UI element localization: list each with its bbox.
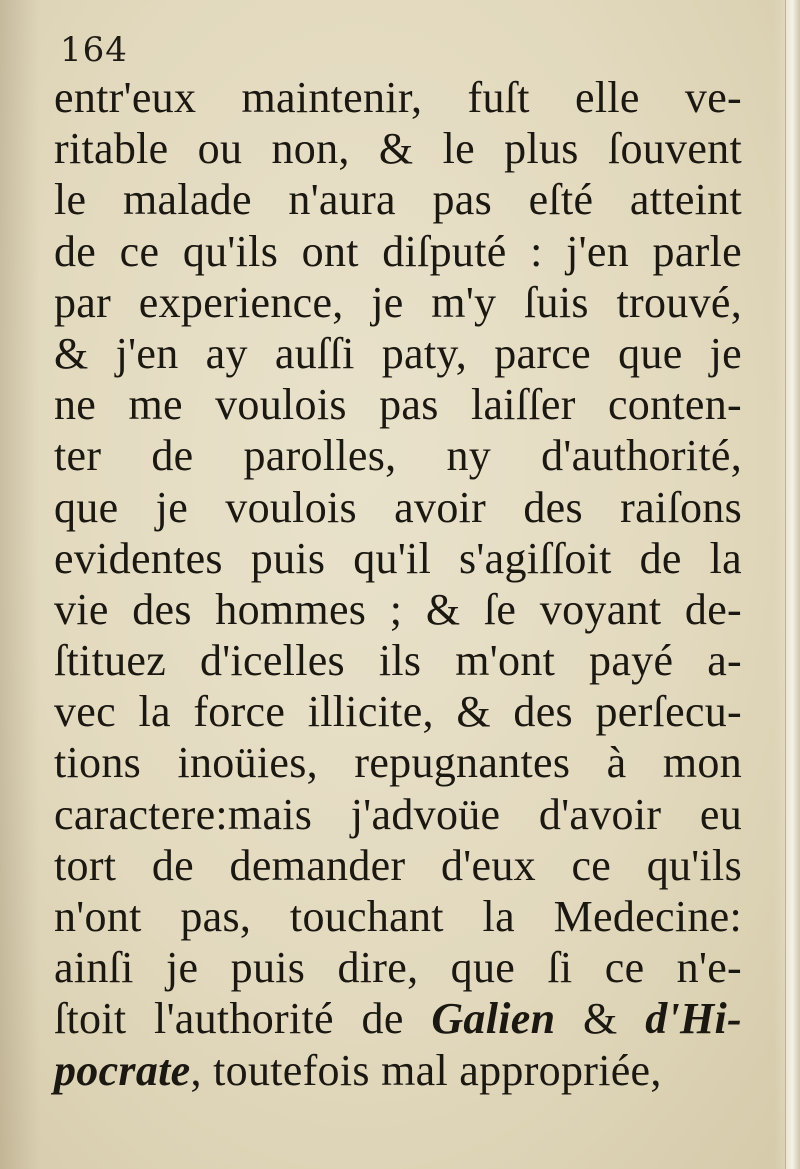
text-segment: ritable ou non, & le plus ſouvent (54, 124, 742, 174)
text-line (54, 840, 742, 891)
text-segment: tions inoüies, repugnantes à mon (54, 738, 742, 788)
text-line (54, 942, 742, 993)
text-segment: ainſi je puis dire, que ſi ce n'e- (54, 943, 742, 993)
text-line (54, 123, 742, 174)
text-segment: & j'en ay auſſi paty, parce que je (54, 328, 742, 378)
text-segment: evidentes puis qu'il s'agiſſoit de la (54, 533, 742, 583)
text-segment: par experience, je m'y ſuis trouvé, (54, 277, 742, 327)
text-line (54, 789, 742, 840)
text-line (54, 379, 742, 430)
italic-name: Galien (431, 994, 556, 1044)
text-line (54, 226, 742, 277)
text-line (54, 993, 742, 1044)
text-line (54, 482, 742, 533)
text-line (54, 328, 742, 379)
page-number: 164 (60, 30, 128, 70)
italic-name: pocrate (54, 1045, 191, 1095)
text-line (54, 686, 742, 737)
text-line (54, 1045, 742, 1096)
text-line (54, 635, 742, 686)
text-segment: ſtituez d'icelles ils m'ont payé a- (54, 636, 742, 686)
text-segment: n'ont pas, touchant la Medecine: (54, 892, 742, 941)
text-segment: de ce qu'ils ont diſputé : j'en parle (54, 226, 742, 276)
text-segment: caractere:mais j'advoüe d'avoir eu (54, 789, 742, 839)
text-segment: ne me voulois pas laiſſer conten- (54, 380, 742, 430)
text-segment: ter de parolles, ny d'authorité, (54, 431, 742, 481)
text-segment: , toutefois mal appropriée, (190, 1045, 662, 1095)
text-segment: entr'eux maintenir, fuſt elle ve- (54, 73, 742, 122)
text-segment: ſtoit l'authorité de (54, 994, 432, 1044)
text-line (54, 584, 742, 635)
text-line (54, 891, 742, 942)
text-segment: tort de demander d'eux ce qu'ils (54, 840, 742, 890)
italic-name: d'Hi- (645, 994, 743, 1044)
text-segment: que je voulois avoir des raiſons (54, 482, 742, 532)
text-segment: vec la force illicite, & des perſecu- (54, 687, 742, 737)
text-segment: vie des hommes ; & ſe voyant de- (54, 584, 742, 634)
body-text (54, 72, 742, 1096)
text-line (54, 430, 742, 481)
page-edge (785, 0, 800, 1169)
text-line (54, 533, 742, 584)
text-segment: le malade n'aura pas eſté atteint (54, 175, 742, 225)
text-line (54, 174, 742, 225)
text-line (54, 737, 742, 788)
text-line (54, 277, 742, 328)
text-line (54, 72, 742, 123)
text-segment: & (555, 994, 646, 1044)
